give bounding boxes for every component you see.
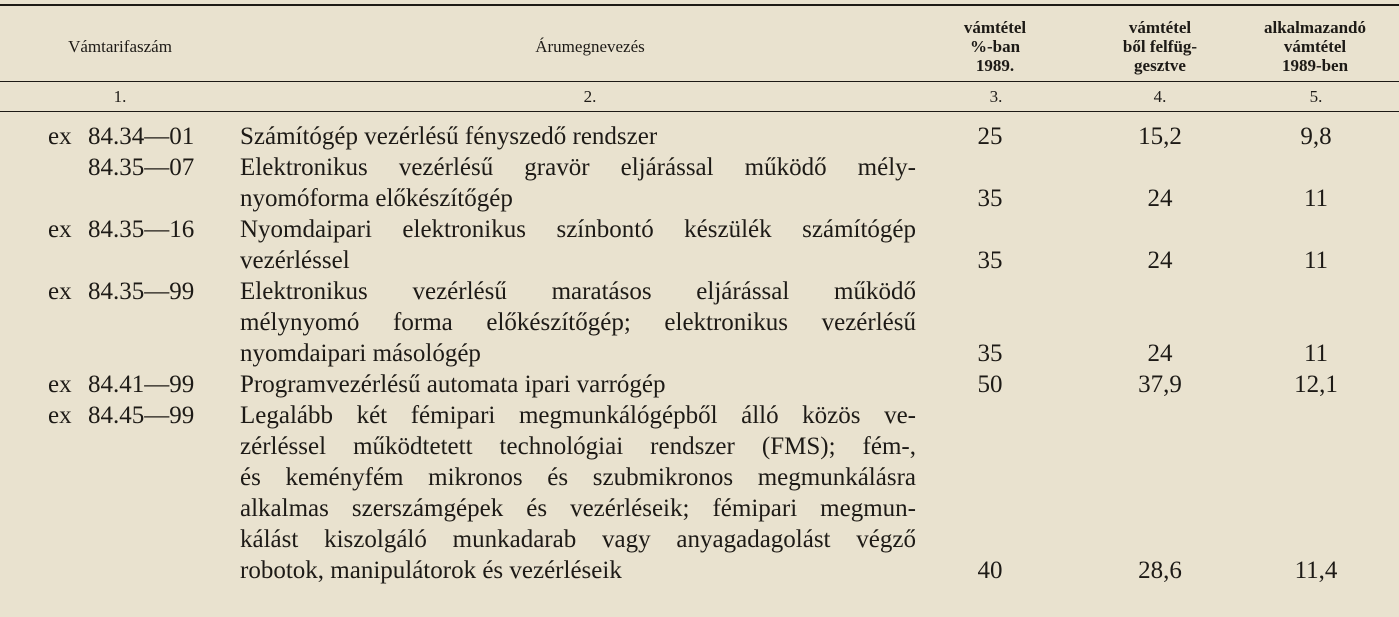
rate-value: 40 bbox=[977, 557, 1003, 584]
header-name: Árumegnevezés bbox=[535, 37, 645, 56]
suspended-value: 24 bbox=[1147, 247, 1173, 274]
col-number-1: 1. bbox=[113, 87, 127, 106]
numbers-rule bbox=[0, 111, 1399, 112]
header-applied: alkalmazandó vámtétel 1989-ben bbox=[1263, 18, 1367, 75]
top-rule bbox=[0, 4, 1399, 6]
header-rule bbox=[0, 81, 1399, 82]
header-rate: vámtétel %-ban 1989. bbox=[963, 18, 1027, 75]
goods-description: Elektronikus vezérlésű gravör eljárással működő mély- nyomóforma előkészítőgép bbox=[240, 154, 916, 212]
suspended-value: 24 bbox=[1147, 340, 1173, 367]
col-number-4: 4. bbox=[1153, 87, 1167, 106]
suspended-value: 28,6 bbox=[1138, 557, 1182, 584]
goods-description: Számítógép vezérlésű fényszedő rendszer bbox=[240, 123, 658, 150]
rate-value: 25 bbox=[977, 123, 1003, 150]
rate-value: 35 bbox=[977, 340, 1003, 367]
suspended-value: 24 bbox=[1147, 185, 1173, 212]
applied-value: 11 bbox=[1303, 185, 1329, 212]
rate-value: 35 bbox=[977, 185, 1003, 212]
tariff-code: ex 84.45—99 bbox=[48, 402, 195, 429]
tariff-code: ex 84.35—99 bbox=[48, 278, 195, 305]
col-number-3: 3. bbox=[989, 87, 1003, 106]
applied-value: 12,1 bbox=[1294, 371, 1338, 398]
col-number-5: 5. bbox=[1309, 87, 1323, 106]
suspended-value: 15,2 bbox=[1138, 123, 1182, 150]
applied-value: 11 bbox=[1303, 247, 1329, 274]
tariff-code: 84.35—07 bbox=[88, 154, 195, 181]
applied-value: 9,8 bbox=[1300, 123, 1332, 150]
tariff-code: ex 84.35—16 bbox=[48, 216, 195, 243]
goods-description: Legalább két fémipari megmunkálógépből álló közös ve- zérléssel működtetett technológiai rendszer (FMS); fém-, és keményfém mikronos és szubmikronos megmunkálásra alkalmas szerszámgépek és vezérléseik; fémipari megmun- kálást kiszolgáló munkadarab vagy anyagadagolást végző robotok, manipulátorok és vezérléseik bbox=[240, 402, 916, 584]
goods-description: Programvezérlésű automata ipari varrógép bbox=[240, 371, 666, 398]
suspended-value: 37,9 bbox=[1138, 371, 1182, 398]
tariff-code: ex 84.34—01 bbox=[48, 123, 195, 150]
goods-description: Nyomdaipari elektronikus színbontó készülék számítógép vezérléssel bbox=[240, 216, 916, 274]
rate-value: 50 bbox=[977, 371, 1003, 398]
col-number-2: 2. bbox=[583, 87, 597, 106]
applied-value: 11 bbox=[1303, 340, 1329, 367]
header-code: Vámtarifaszám bbox=[68, 37, 172, 56]
rate-value: 35 bbox=[977, 247, 1003, 274]
tariff-code: ex 84.41—99 bbox=[48, 371, 195, 398]
goods-description: Elektronikus vezérlésű maratásos eljárással működő mélynyomó forma előkészítőgép; elektronikus vezérlésű nyomdaipari másológép bbox=[240, 278, 916, 367]
applied-value: 11,4 bbox=[1294, 557, 1338, 584]
header-suspended: vámtétel ből felfüg- gesztve bbox=[1122, 18, 1198, 75]
